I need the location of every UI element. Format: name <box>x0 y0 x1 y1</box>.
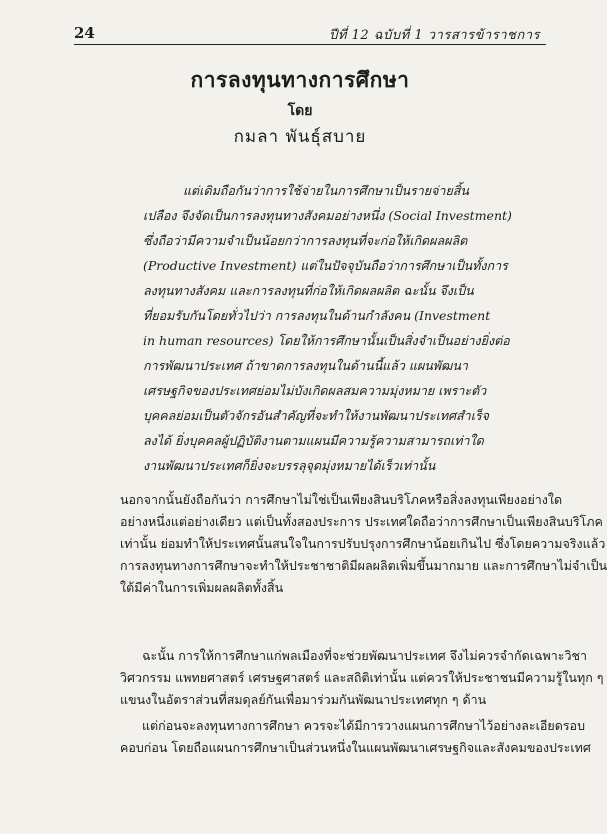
paragraph-line: นอกจากนั้นยังถือกันว่า การศึกษาไม่ใช่เป็นเพียงสินบริโภคหรือสิ่งลงทุนเพียงอย่างใด <box>120 492 563 507</box>
paragraph-line: แขนงในอัตราส่วนที่สมดุลย์กันเพื่อมาร่วมกันพัฒนาประเทศทุก ๆ ด้าน <box>120 692 487 707</box>
quote-line: ที่ยอมรับกันโดยทั่วไปว่า การลงทุนในด้านกำลังคน (Investment <box>143 308 491 323</box>
quote-line: งานพัฒนาประเทศก็ยิ่งจะบรรลุจุดมุ่งหมายได้เร็วเท่านั้น <box>143 458 436 473</box>
page-number: 24 <box>74 24 95 42</box>
header-rule <box>74 44 546 45</box>
quote-line: แต่เดิมถือกันว่าการใช้จ่ายในการศึกษาเป็นรายจ่ายสิ้น <box>183 183 469 198</box>
body-paragraph-1 <box>120 489 607 599</box>
paragraph-line: คอบก่อน โดยถือแผนการศึกษาเป็นส่วนหนึ่งในแผนพัฒนาเศรษฐกิจและสังคมของประเทศ <box>120 740 591 755</box>
paragraph-line: แต่ก่อนจะลงทุนทางการศึกษา ควรจะได้มีการวางแผนการศึกษาไว้อย่างละเอียดรอบ <box>142 718 585 733</box>
quote-line: เปลือง จึงจัดเป็นการลงทุนทางสังคมอย่างหนึ่ง (Social Investment) <box>143 208 512 223</box>
article-byline: โดย <box>287 103 313 119</box>
paragraph-line: ฉะนั้น การให้การศึกษาแก่พลเมืองที่จะช่วยพัฒนาประเทศ จึงไม่ควรจำกัดเฉพาะวิชา <box>142 648 587 663</box>
quote-line: ซึ่งถือว่ามีความจำเป็นน้อยกว่าการลงทุนที่จะก่อให้เกิดผลผลิต <box>143 233 468 248</box>
paragraph-line: อย่างหนึ่งแต่อย่างเดียว แต่เป็นทั้งสองประการ ประเทศใดถือว่าการศึกษาเป็นเพียงสินบริโภค <box>120 514 603 529</box>
body-paragraph-3 <box>120 715 591 759</box>
quote-line: เศรษฐกิจของประเทศย่อมไม่บังเกิดผลสมความมุ่งหมาย เพราะตัว <box>143 383 487 398</box>
quote-line: ลงได้ ยิ่งบุคคลผู้ปฏิบัติงานตามแผนมีความรู้ความสามารถเท่าใด <box>143 433 484 448</box>
quote-line: บุคคลย่อมเป็นตัวจักรอันสำคัญที่จะทำให้งานพัฒนาประเทศสำเร็จ <box>143 408 490 423</box>
running-header: ปีที่ 12 ฉบับที่ 1 วารสารข้าราชการ <box>329 28 540 43</box>
body-paragraph-2 <box>120 645 604 711</box>
article-author: กมลา พันธุ์สบาย <box>233 127 367 147</box>
paragraph-line: ใต้มีค่าในการเพิ่มผลผลิตทั้งสิ้น <box>120 580 284 595</box>
paragraph-line: เท่านั้น ย่อมทำให้ประเทศนั้นสนใจในการปรับปรุงการศึกษาน้อยเกินไป ซึ่งโดยความจริงแล้ว <box>120 536 606 551</box>
quote-line: in human resources) โดยให้การศึกษานั้นเป็นสิ่งจำเป็นอย่างยิ่งต่อ <box>143 333 510 348</box>
paragraph-line: วิศวกรรม แพทยศาสตร์ เศรษฐศาสตร์ และสถิติเท่านั้น แต่ควรให้ประชาชนมีความรู้ในทุก ๆ <box>120 670 604 685</box>
quote-line: ลงทุนทางสังคม และการลงทุนที่ก่อให้เกิดผลผลิต ฉะนั้น จึงเป็น <box>143 283 474 298</box>
quote-line: (Productive Investment) แต่ในปัจจุบันถือว่าการศึกษาเป็นทั้งการ <box>143 258 508 273</box>
paragraph-line: การลงทุนทางการศึกษาจะทำให้ประชาชาติมีผลผลิตเพิ่มขึ้นมากมาย และการศึกษาไม่จำเป็น <box>120 558 607 573</box>
intro-quote <box>143 178 512 478</box>
article-title: การลงทุนทางการศึกษา <box>190 67 410 92</box>
quote-line: การพัฒนาประเทศ ถ้าขาดการลงทุนในด้านนี้แล้ว แผนพัฒนา <box>143 358 468 373</box>
